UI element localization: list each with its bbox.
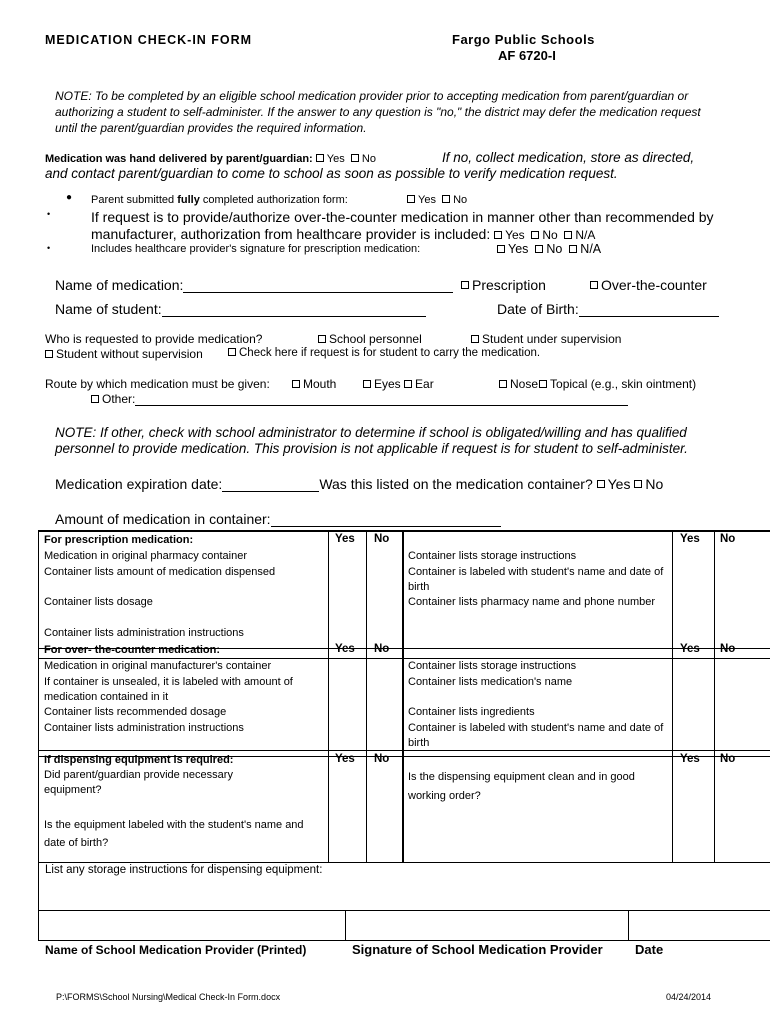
amount-label: Amount of medication in container: (55, 511, 271, 527)
equip-left-item: Is the equipment labeled with the student's name and date of birth? (44, 819, 304, 849)
mouth-checkbox[interactable] (292, 380, 300, 388)
equip-right-no-header: No (720, 753, 736, 765)
b2-no-label: No (542, 228, 558, 242)
bullet-icon: • (47, 243, 51, 253)
b1-yes-label: Yes (418, 194, 436, 206)
hand-delivered-instruction-b: and contact parent/guardian to come to school as soon as possible to verify medication request. (45, 166, 618, 181)
footer-date: 04/24/2014 (666, 992, 712, 1002)
other-label: Other: (102, 392, 136, 406)
b3-no-label: No (546, 242, 563, 256)
rx-left-item: Container lists dosage (44, 596, 153, 608)
amount-field (55, 511, 501, 527)
expiration-no-checkbox[interactable] (634, 480, 642, 488)
dob-label: Date of Birth: (497, 301, 579, 317)
route-eyes-ear (363, 377, 434, 391)
eyes-label: Eyes (374, 377, 401, 391)
bullet1-options (407, 194, 467, 206)
expiration-question: Was this listed on the medication container? (319, 476, 593, 492)
self-carry-checkbox[interactable] (228, 348, 236, 356)
form-title: MEDICATION CHECK-IN FORM (45, 33, 253, 47)
topical-checkbox[interactable] (539, 380, 547, 388)
expiration-label: Medication expiration date: (55, 476, 223, 492)
bullet-authorization (91, 194, 348, 206)
b2-yes-checkbox[interactable] (494, 231, 502, 239)
otc-label: Over-the-counter (601, 277, 707, 293)
b2-na-checkbox[interactable] (564, 231, 572, 239)
b1-yes-checkbox[interactable] (407, 195, 415, 203)
school-personnel-label: School personnel (329, 332, 422, 346)
eyes-checkbox[interactable] (363, 380, 371, 388)
equip-right-item: Is the dispensing equipment clean and in good working order? (408, 771, 635, 802)
b3-na-checkbox[interactable] (569, 245, 577, 253)
otc-no-header: No (374, 643, 390, 655)
bullet3-text: Includes healthcare provider's signature for prescription medication: (91, 243, 421, 255)
rx-right-item: Container lists storage instructions (408, 550, 577, 562)
provider-question: Who is requested to provide medication? (45, 332, 263, 346)
equip-header: If dispensing equipment is required: (44, 754, 234, 766)
hand-delivered-yes-checkbox[interactable] (316, 154, 324, 162)
student-without-checkbox[interactable] (45, 350, 53, 358)
other-checkbox[interactable] (91, 395, 99, 403)
otc-right-item: Container lists ingredients (408, 706, 535, 718)
route-other (91, 392, 628, 406)
ear-checkbox[interactable] (404, 380, 412, 388)
otc-yes-header: Yes (335, 643, 355, 655)
otc-header: For over- the-counter medication: (44, 644, 221, 656)
rx-left-item: Container lists amount of medication dispensed (44, 566, 276, 578)
storage-label: List any storage instructions for dispensing equipment: (45, 864, 323, 876)
route-mouth (292, 377, 336, 391)
rx-left-item: Medication in original pharmacy container (44, 550, 247, 562)
hand-delivered-instruction-a: If no, collect medication, store as directed, (442, 150, 695, 165)
bullet1-pre: Parent submitted (91, 194, 178, 206)
otc-left-item: Medication in original manufacturer's container (44, 660, 272, 672)
b3-no-checkbox[interactable] (535, 245, 543, 253)
equip-no-header: No (374, 753, 390, 765)
hand-delivered-yes-label: Yes (326, 153, 345, 165)
equip-left-item: Did parent/guardian provide necessary equipment? (44, 769, 233, 796)
topical-label: Topical (e.g., skin ointment) (550, 377, 697, 391)
provider-name-box[interactable] (38, 910, 346, 941)
student-under-checkbox[interactable] (471, 335, 479, 343)
bullet1-post: completed authorization form: (199, 194, 348, 206)
dob-field (497, 301, 719, 317)
expiration-yes-label: Yes (607, 476, 631, 492)
other-route-note: NOTE: If other, check with school administrator to determine if school is obligated/willing and has qualified personnel to provide medication. This provision is not applicable if request is for student to self-administer. (55, 425, 688, 456)
dob-input[interactable] (579, 304, 719, 317)
medication-name-field (55, 277, 453, 293)
school-personnel-checkbox[interactable] (318, 335, 326, 343)
b3-yes-checkbox[interactable] (497, 245, 505, 253)
student-under-label: Student under supervision (482, 332, 622, 346)
bullet-icon: • (47, 209, 51, 219)
intro-note: NOTE: To be completed by an eligible school medication provider prior to accepting medication from parent/guardian or authorizing a student to self-administer. If the answer to any question is "no," the district may defer the medication request until the parent/guardian provides the required information. (55, 89, 701, 135)
mouth-label: Mouth (303, 377, 337, 391)
otc-right-item: Container lists medication's name (408, 676, 573, 688)
otc-right-item: Container lists storage instructions (408, 660, 577, 672)
student-name-input[interactable] (162, 304, 426, 317)
expiration-yes-checkbox[interactable] (597, 480, 605, 488)
otc-option (590, 277, 707, 293)
equip-yes-header: Yes (335, 753, 355, 765)
bullet-icon: ● (66, 192, 73, 203)
b2-yes-label: Yes (505, 228, 525, 242)
bullet2-line2 (91, 226, 595, 242)
hand-delivered-no-checkbox[interactable] (351, 154, 359, 162)
rx-header: For prescription medication: (44, 534, 194, 546)
provider-signature-box[interactable] (345, 910, 629, 941)
checklist-table (38, 530, 770, 863)
medication-name-label: Name of medication: (55, 277, 184, 293)
b2-no-checkbox[interactable] (531, 231, 539, 239)
student-under-option (471, 332, 621, 346)
self-carry-label: Check here if request is for student to carry the medication. (239, 347, 541, 359)
rx-no-header: No (374, 533, 390, 545)
rx-right-item: Container is labeled with student's name and date of birth (408, 566, 664, 593)
bullet2-text: manufacturer, authorization from healthcare provider is included: (91, 226, 491, 242)
rx-yes-header: Yes (335, 533, 355, 545)
ear-label: Ear (415, 377, 434, 391)
otc-left-item: If container is unsealed, it is labeled with amount of medication contained in it (44, 676, 293, 703)
otc-checkbox[interactable] (590, 281, 598, 289)
nose-checkbox[interactable] (499, 380, 507, 388)
b1-no-label: No (453, 194, 468, 206)
student-without-option (45, 347, 203, 361)
nose-label: Nose (510, 377, 539, 391)
rx-right-yes-header: Yes (680, 533, 700, 545)
other-input[interactable] (135, 393, 628, 406)
equip-right-yes-header: Yes (680, 753, 700, 765)
medication-name-input[interactable] (183, 280, 453, 293)
provider-name-label: Name of School Medication Provider (Printed) (45, 943, 307, 957)
otc-right-no-header: No (720, 643, 736, 655)
form-code: AF 6720-I (498, 48, 556, 63)
student-name-field (55, 301, 426, 317)
self-carry-option (228, 347, 540, 359)
rx-type-options (461, 277, 546, 293)
date-label: Date (635, 942, 664, 957)
expiration-no-label: No (645, 476, 664, 492)
bullet3-options (497, 242, 601, 256)
amount-input[interactable] (271, 514, 501, 527)
hand-delivered-label: Medication was hand delivered by parent/guardian: (45, 153, 313, 165)
otc-right-yes-header: Yes (680, 643, 700, 655)
b3-yes-label: Yes (508, 242, 529, 256)
b3-na-label: N/A (580, 242, 602, 256)
date-box[interactable] (629, 910, 770, 941)
footer-path: P:\FORMS\School Nursing\Medical Check-In Form.docx (56, 992, 281, 1002)
school-personnel-option (318, 332, 422, 346)
org-name: Fargo Public Schools (452, 32, 595, 47)
b2-na-label: N/A (575, 228, 596, 242)
expiration-input[interactable] (222, 479, 319, 492)
rx-left-item: Container lists administration instructions (44, 627, 244, 639)
b1-no-checkbox[interactable] (442, 195, 450, 203)
student-name-label: Name of student: (55, 301, 162, 317)
otc-left-item: Container lists administration instructions (44, 722, 244, 734)
bullet1-bold: fully (177, 194, 200, 206)
hand-delivered-question (45, 153, 376, 165)
hand-delivered-no-label: No (361, 153, 376, 165)
route-nose-topical (499, 377, 696, 391)
otc-right-item: Container is labeled with student's name and date of birth (408, 722, 664, 749)
prescription-label: Prescription (472, 277, 546, 293)
expiration-field (55, 476, 663, 492)
rx-right-item: Container lists pharmacy name and phone number (408, 596, 656, 608)
rx-right-no-header: No (720, 533, 736, 545)
prescription-checkbox[interactable] (461, 281, 469, 289)
bullet2-line1: If request is to provide/authorize over-the-counter medication in manner other than recommended by (91, 209, 714, 225)
student-without-label: Student without supervision (56, 347, 203, 361)
route-label: Route by which medication must be given: (45, 377, 270, 391)
otc-left-item: Container lists recommended dosage (44, 706, 227, 718)
provider-signature-label: Signature of School Medication Provider (352, 942, 603, 957)
